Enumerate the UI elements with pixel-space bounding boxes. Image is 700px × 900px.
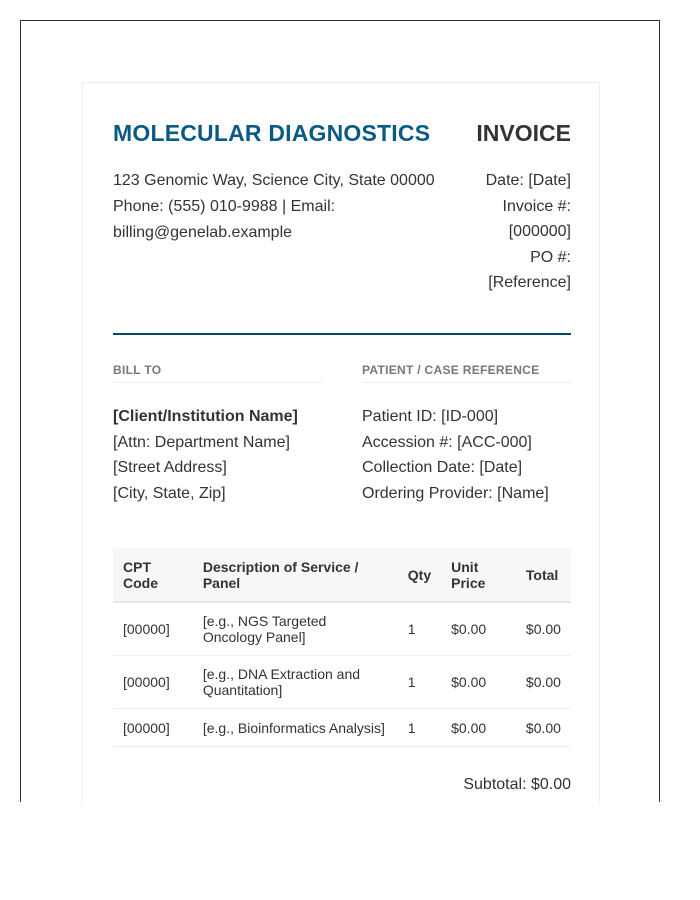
cpt-code-cell: [00000] <box>113 602 193 656</box>
header-description: Description of Service / Panel <box>193 548 398 602</box>
subtotal: Subtotal: $0.00 <box>463 776 571 793</box>
total-cell: $0.00 <box>516 602 571 656</box>
patient-heading: PATIENT / CASE REFERENCE <box>362 363 571 383</box>
po-label: PO #: <box>530 248 571 266</box>
table-row <box>113 656 571 709</box>
company-address-block <box>113 168 453 246</box>
table-row <box>113 602 571 656</box>
table-row <box>113 709 571 747</box>
description-cell: [e.g., NGS Targeted Oncology Panel] <box>193 602 398 656</box>
patient-details <box>362 404 571 506</box>
client-city: [City, State, Zip] <box>113 484 226 502</box>
cpt-code-cell: [00000] <box>113 656 193 709</box>
invoice-date: Date: [Date] <box>485 172 571 189</box>
company-contact-line-1: Phone: (555) 010-9988 | Email: <box>113 198 336 215</box>
cpt-code-cell: [00000] <box>113 709 193 747</box>
accession-number: Accession #: [ACC-000] <box>362 433 532 451</box>
invoice-title: INVOICE <box>476 120 571 146</box>
invoice-number-value: [000000] <box>508 223 571 240</box>
ordering-provider: Ordering Provider: [Name] <box>362 484 549 502</box>
page-frame <box>20 20 660 802</box>
unit-price-cell: $0.00 <box>441 656 516 709</box>
invoice-content <box>113 83 571 793</box>
patient-id: Patient ID: [ID-000] <box>362 408 499 425</box>
qty-cell: 1 <box>398 602 441 656</box>
total-cell: $0.00 <box>516 656 571 709</box>
company-contact-line-2: billing@genelab.example <box>113 224 293 241</box>
invoice-sheet <box>82 82 600 802</box>
header-unit-price: Unit Price <box>441 548 516 602</box>
po-value: [Reference] <box>488 274 571 291</box>
client-name: [Client/Institution Name] <box>113 408 298 425</box>
client-attn: [Attn: Department Name] <box>113 433 290 451</box>
qty-cell: 1 <box>398 709 441 747</box>
collection-date: Collection Date: [Date] <box>362 459 523 476</box>
company-address: 123 Genomic Way, Science City, State 00000 <box>113 172 435 189</box>
line-items-table <box>113 548 571 747</box>
header-qty: Qty <box>398 548 441 602</box>
invoice-number-label: Invoice #: <box>502 197 571 215</box>
header-total: Total <box>516 548 571 602</box>
header-cpt-code: CPT Code <box>113 548 193 602</box>
bill-to-details <box>113 404 322 506</box>
invoice-meta <box>451 168 571 296</box>
client-street: [Street Address] <box>113 459 227 476</box>
unit-price-cell: $0.00 <box>441 709 516 747</box>
invoice-header <box>113 83 571 335</box>
description-cell: [e.g., Bioinformatics Analysis] <box>193 709 398 747</box>
unit-price-cell: $0.00 <box>441 602 516 656</box>
table-header-row <box>113 548 571 602</box>
description-cell: [e.g., DNA Extraction and Quantitation] <box>193 656 398 709</box>
qty-cell: 1 <box>398 656 441 709</box>
patient-section <box>362 363 571 506</box>
total-cell: $0.00 <box>516 709 571 747</box>
bill-to-section <box>113 363 322 506</box>
bill-to-heading: BILL TO <box>113 363 322 383</box>
company-name: MOLECULAR DIAGNOSTICS <box>113 120 431 146</box>
